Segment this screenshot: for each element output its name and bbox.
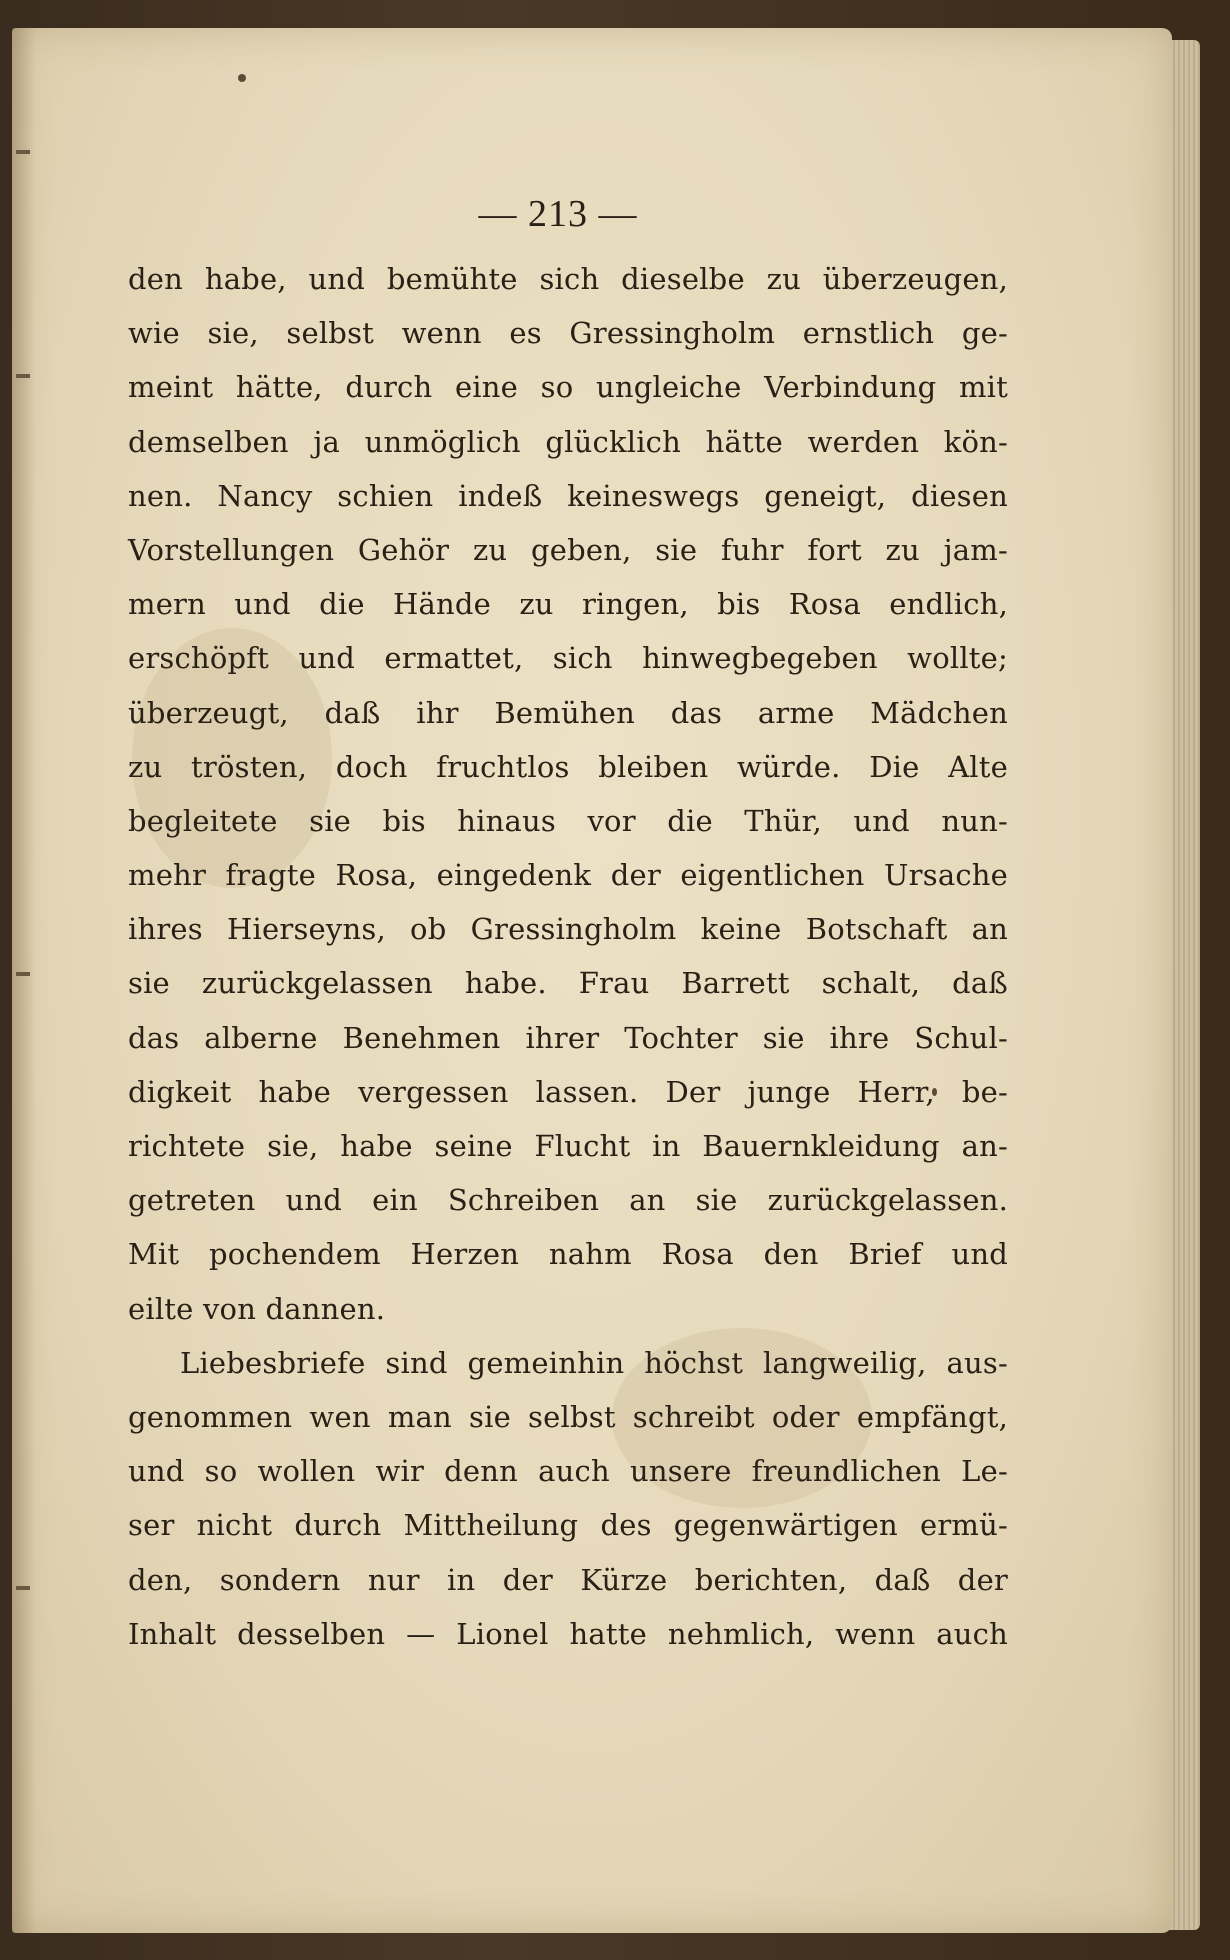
page-gutter-shadow — [12, 28, 36, 1933]
text-line: Liebesbriefe sind gemeinhin höchst langweilig, aus- — [180, 1345, 1008, 1380]
text-line: den, sondern nur in der Kürze berichten, daß der — [128, 1562, 1008, 1597]
text-line: mern und die Hände zu ringen, bis Rosa endlich, — [128, 587, 1008, 622]
page-number: — 213 — — [478, 193, 638, 235]
page-text — [128, 186, 1008, 1661]
paragraph — [128, 1336, 1008, 1661]
text-line: richtete sie, habe seine Flucht in Bauernkleidung an- — [128, 1129, 1008, 1163]
text-line: ser nicht durch Mittheilung des gegenwärtigen ermü- — [128, 1508, 1008, 1543]
margin-mark — [16, 374, 30, 378]
text-line: ihres Hierseyns, ob Gressingholm keine Botschaft an — [128, 912, 1008, 947]
margin-mark — [16, 972, 30, 976]
text-line: genommen wen man sie selbst schreibt oder empfängt, — [128, 1399, 1008, 1434]
text-line: zu trösten, doch fruchtlos bleiben würde. Die Alte — [128, 749, 1008, 784]
text-line: begleitete sie bis hinaus vor die Thür, und nun- — [128, 803, 1008, 838]
margin-mark — [16, 150, 30, 154]
text-line: überzeugt, daß ihr Bemühen das arme Mädchen — [128, 695, 1008, 730]
text-line: und so wollen wir denn auch unsere freundlichen Le- — [128, 1454, 1008, 1489]
text-line: digkeit habe vergessen lassen. Der junge Herr, be- — [128, 1074, 1008, 1109]
text-line: eilte von dannen. — [128, 1291, 386, 1326]
text-line: erschöpft und ermattet, sich hinwegbegeben wollte; — [128, 641, 1008, 676]
text-line: demselben ja unmöglich glücklich hätte werden kön- — [128, 424, 1008, 459]
text-line: wie sie, selbst wenn es Gressingholm ernstlich ge- — [128, 316, 1008, 351]
paragraph — [128, 252, 1008, 1336]
text-line: das alberne Benehmen ihrer Tochter sie ihre Schul- — [128, 1020, 1008, 1055]
text-line: Inhalt desselben — Lionel hatte nehmlich, wenn auch — [128, 1616, 1008, 1651]
text-line: mehr fragte Rosa, eingedenk der eigentlichen Ursache — [128, 858, 1008, 893]
text-line: getreten und ein Schreiben an sie zurückgelassen. — [128, 1183, 1008, 1218]
ink-speck — [238, 74, 246, 82]
text-line: nen. Nancy schien indeß keineswegs geneigt, diesen — [128, 478, 1008, 513]
text-line: den habe, und bemühte sich dieselbe zu überzeugen, — [128, 262, 1008, 296]
text-line: meint hätte, durch eine so ungleiche Verbindung mit — [128, 370, 1008, 405]
text-line: sie zurückgelassen habe. Frau Barrett schalt, daß — [128, 966, 1008, 1001]
margin-mark — [16, 1586, 30, 1590]
text-line: Vorstellungen Gehör zu geben, sie fuhr fort zu jam- — [128, 532, 1008, 567]
text-line: Mit pochendem Herzen nahm Rosa den Brief und — [128, 1237, 1008, 1272]
